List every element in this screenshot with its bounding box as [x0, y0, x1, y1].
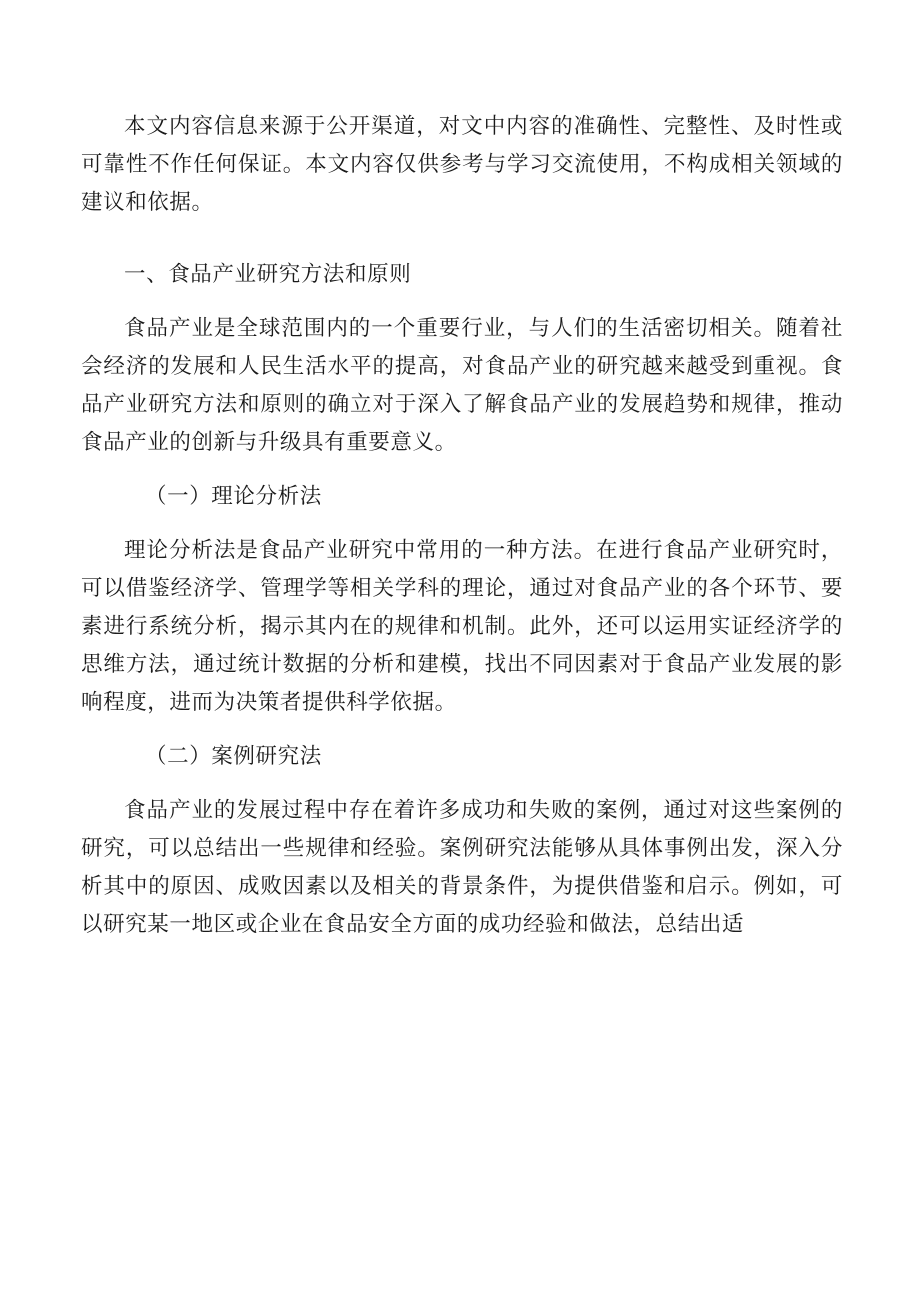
spacer: [81, 222, 843, 256]
spacer: [81, 516, 843, 532]
section-heading-methods: 一、食品产业研究方法和原则: [124, 262, 412, 287]
subsection-heading-case-study: （二）案例研究法: [145, 744, 322, 769]
case-study-paragraph: 食品产业的发展过程中存在着许多成功和失败的案例，通过对这些案例的研究，可以总结出一些规律和经验。案例研究法能够从具体事例出发，深入分析其中的原因、成败因素以及相关的背景条件，为提供借鉴和启示。例如，可以研究某一地区或企业在食品安全方面的成功经验和做法，总结出适: [81, 798, 843, 937]
subsection-heading-theory: （一）理论分析法: [145, 484, 322, 509]
spacer: [81, 722, 843, 738]
section-intro-paragraph: 食品产业是全球范围内的一个重要行业，与人们的生活密切相关。随着社会经济的发展和人民生活水平的提高，对食品产业的研究越来越受到重视。食品产业研究方法和原则的确立对于深入了解食品产业的发展趋势和规律，推动食品产业的创新与升级具有重要意义。: [81, 316, 843, 455]
theory-paragraph: 理论分析法是食品产业研究中常用的一种方法。在进行食品产业研究时，可以借鉴经济学、管理学等相关学科的理论，通过对食品产业的各个环节、要素进行系统分析，揭示其内在的规律和机制。此外，还可以运用实证经济学的思维方法，通过统计数据的分析和建模，找出不同因素对于食品产业发展的影响程度，进而为决策者提供科学依据。: [81, 538, 843, 715]
spacer: [81, 776, 843, 792]
disclaimer-paragraph: 本文内容信息来源于公开渠道，对文中内容的准确性、完整性、及时性或可靠性不作任何保证。本文内容仅供参考与学习交流使用，不构成相关领域的建议和依据。: [81, 114, 843, 215]
spacer: [81, 294, 843, 310]
document-page: [81, 108, 843, 944]
spacer: [81, 462, 843, 478]
